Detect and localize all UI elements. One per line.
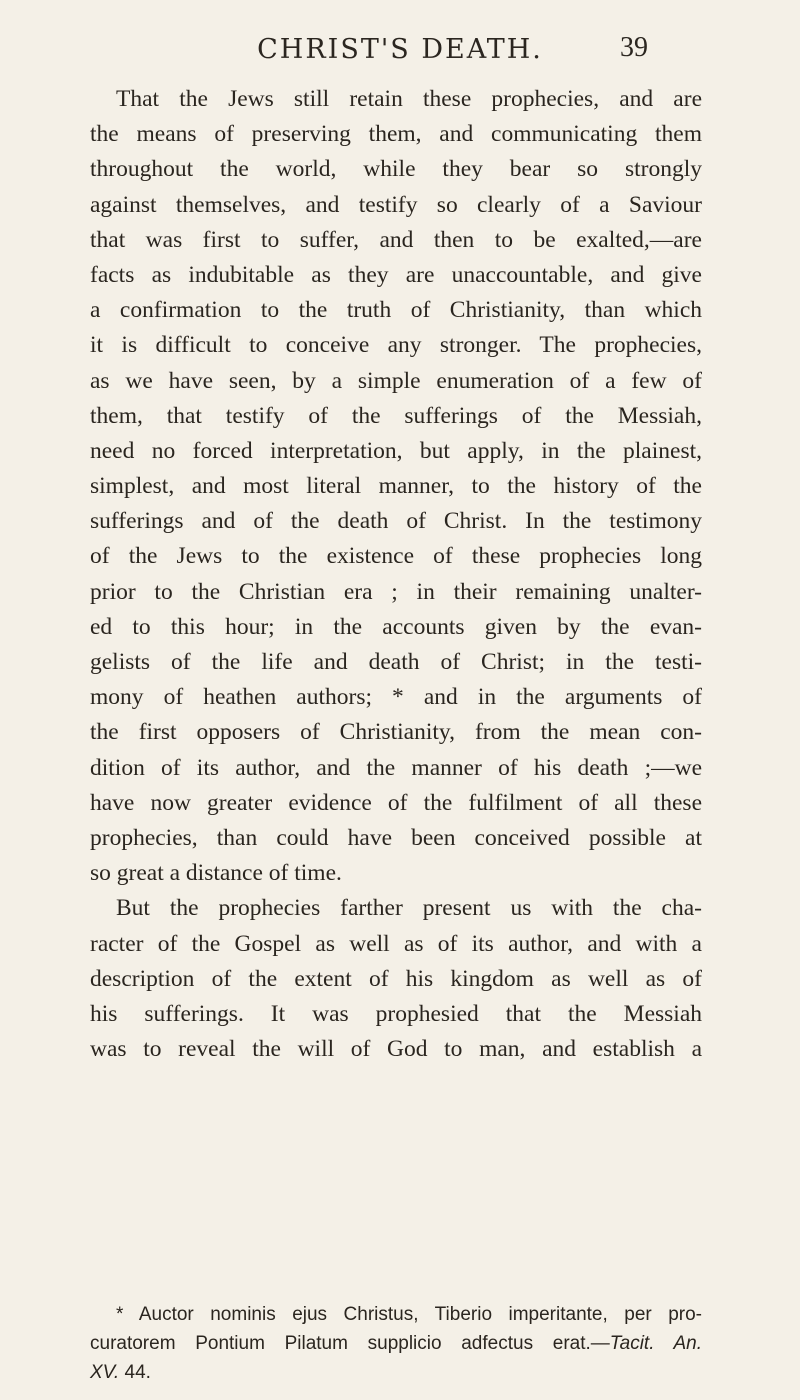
footnote-text: curatorem Pontium Pilatum supplicio adfectus erat.—: [90, 1333, 610, 1354]
footnote: [90, 1300, 702, 1387]
text-line: his sufferings. It was prophesied that the Messiah: [90, 1000, 702, 1027]
text-line: so great a distance of time.: [90, 860, 342, 887]
text-line: the means of preserving them, and communicating them: [90, 121, 702, 148]
page-header: [0, 30, 800, 70]
running-title: CHRIST'S DEATH.: [257, 34, 543, 65]
footnote-line: [90, 1329, 702, 1358]
footnote-line: [90, 1358, 702, 1387]
text-line: need no forced interpretation, but apply, in the plainest,: [90, 437, 702, 464]
text-line: dition of its author, and the manner of his death ;—we: [90, 754, 702, 781]
text-line: ed to this hour; in the accounts given by the evan-: [90, 613, 702, 640]
text-line: as we have seen, by a simple enumeration of a few of: [90, 367, 702, 394]
text-line: mony of heathen authors; * and in the arguments of: [90, 684, 702, 711]
page-number: 39: [620, 32, 648, 63]
text-line: them, that testify of the sufferings of the Messiah,: [90, 402, 702, 429]
text-line: the first opposers of Christianity, from the mean con-: [90, 719, 702, 746]
text-line: simplest, and most literal manner, to the history of the: [90, 473, 702, 500]
text-line: that was first to suffer, and then to be exalted,—are: [90, 226, 702, 253]
text-line: facts as indubitable as they are unaccountable, and give: [90, 261, 702, 288]
text-line: sufferings and of the death of Christ. In the testimony: [90, 508, 702, 535]
text-line: description of the extent of his kingdom as well as of: [90, 965, 702, 992]
text-line: it is difficult to conceive any stronger. The prophecies,: [90, 332, 702, 359]
text-line: prior to the Christian era ; in their remaining unalter-: [90, 578, 702, 605]
footnote-chapter: 44.: [119, 1362, 151, 1383]
text-line: was to reveal the will of God to man, and establish a: [90, 1036, 702, 1063]
text-line: throughout the world, while they bear so strongly: [90, 156, 702, 183]
footnote-book-numeral: XV.: [90, 1362, 120, 1383]
text-line: But the prophecies farther present us with the cha-: [116, 895, 702, 922]
paragraph-2: [90, 891, 702, 1067]
text-line: prophecies, than could have been conceived possible at: [90, 824, 702, 851]
body-text: [90, 82, 702, 1067]
text-line: gelists of the life and death of Christ; in the testi-: [90, 649, 702, 675]
text-line: racter of the Gospel as well as of its author, and with a: [90, 930, 702, 957]
paragraph-1: [90, 82, 702, 891]
text-line: of the Jews to the existence of these prophecies long: [90, 543, 702, 570]
text-line: That the Jews still retain these prophecies, and are: [116, 86, 702, 112]
footnote-citation: Tacit. An.: [609, 1333, 702, 1354]
text-line: against themselves, and testify so clearly of a Saviour: [90, 191, 702, 218]
text-line: have now greater evidence of the fulfilment of all these: [90, 789, 702, 816]
text-line: a confirmation to the truth of Christianity, than which: [90, 297, 702, 324]
footnote-line: * Auctor nominis ejus Christus, Tiberio imperitante, per pro-: [116, 1304, 702, 1325]
